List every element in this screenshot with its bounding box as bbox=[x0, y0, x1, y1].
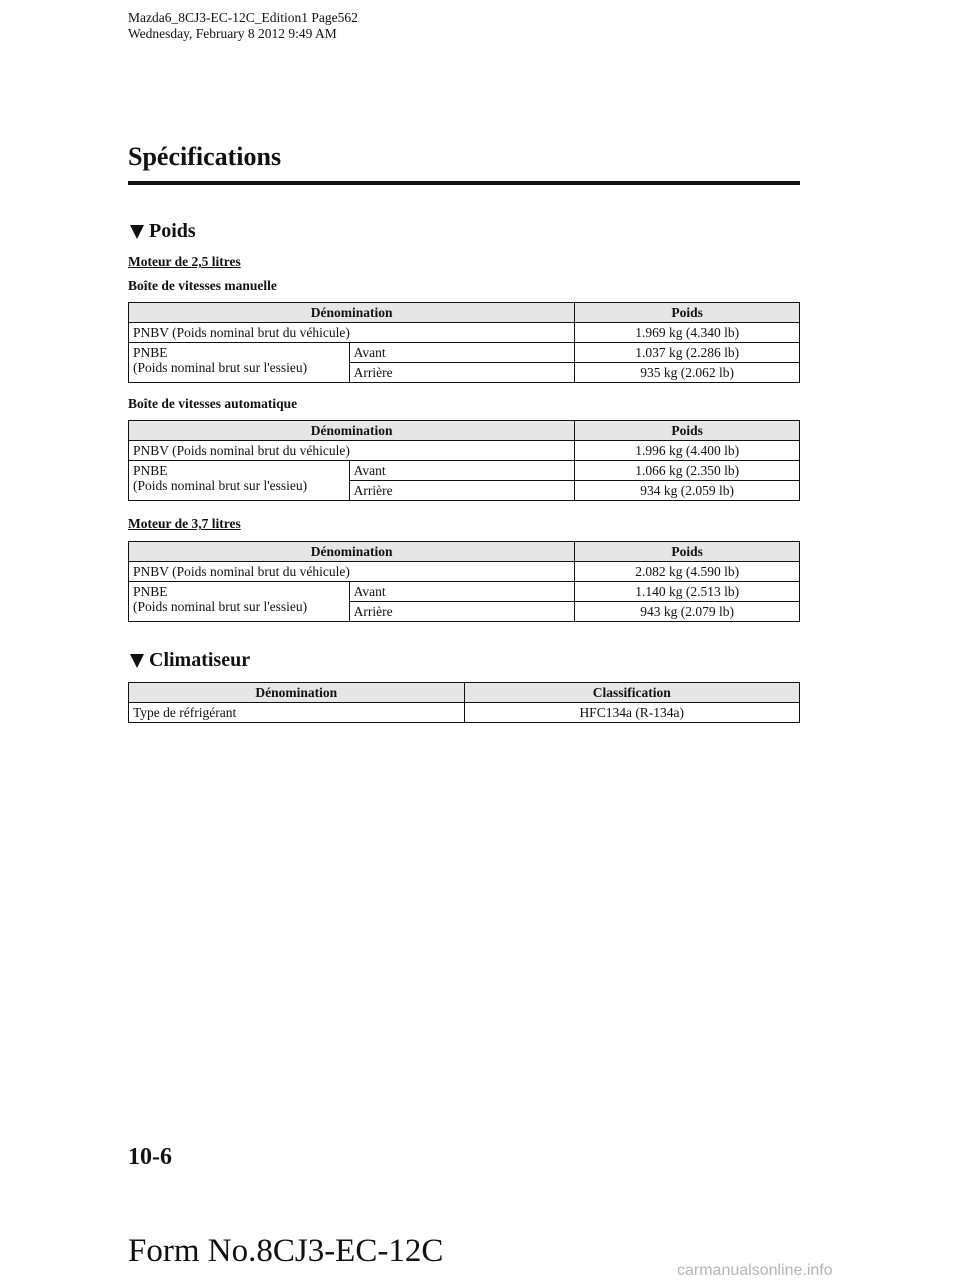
rear-axle-value: 935 kg (2.062 lb) bbox=[575, 363, 800, 383]
gawr-label-line-1: PNBE bbox=[133, 463, 168, 478]
header-poids: Poids bbox=[575, 542, 800, 562]
table-header-row bbox=[129, 303, 800, 323]
gawr-label-line-1: PNBE bbox=[133, 345, 168, 360]
header-poids: Poids bbox=[575, 421, 800, 441]
poids-heading bbox=[130, 220, 196, 243]
table-header-row bbox=[129, 421, 800, 441]
gawr-label-line-2: (Poids nominal brut sur l'essieu) bbox=[133, 599, 308, 614]
file-info bbox=[128, 10, 358, 42]
header-denomination: Dénomination bbox=[129, 683, 465, 703]
form-number: Form No.8CJ3-EC-12C bbox=[128, 1233, 444, 1269]
gvwr-label: PNBV (Poids nominal brut du véhicule) bbox=[129, 441, 575, 461]
weight-table-manual bbox=[128, 302, 800, 383]
front-axle-value: 1.140 kg (2.513 lb) bbox=[575, 582, 800, 602]
weight-table-automatic bbox=[128, 420, 800, 501]
gawr-label bbox=[129, 582, 350, 622]
gvwr-value: 1.969 kg (4.340 lb) bbox=[575, 323, 800, 343]
section-rule bbox=[128, 181, 800, 185]
front-axle-value: 1.037 kg (2.286 lb) bbox=[575, 343, 800, 363]
file-info-line-2: Wednesday, February 8 2012 9:49 AM bbox=[128, 26, 337, 41]
table-row bbox=[129, 562, 800, 582]
table-row bbox=[129, 703, 800, 723]
gvwr-value: 2.082 kg (4.590 lb) bbox=[575, 562, 800, 582]
rear-axle-label: Arrière bbox=[349, 481, 575, 501]
clim-heading-text: Climatiseur bbox=[149, 649, 251, 671]
header-classification: Classification bbox=[464, 683, 800, 703]
file-info-line-1: Mazda6_8CJ3-EC-12C_Edition1 Page562 bbox=[128, 10, 358, 25]
table-row bbox=[129, 343, 800, 363]
engine-25-subheading: Moteur de 2,5 litres bbox=[128, 254, 241, 269]
refrigerant-label: Type de réfrigérant bbox=[129, 703, 465, 723]
page-number: 10-6 bbox=[128, 1144, 172, 1170]
gawr-label-line-2: (Poids nominal brut sur l'essieu) bbox=[133, 360, 308, 375]
table-row bbox=[129, 582, 800, 602]
table-row bbox=[129, 461, 800, 481]
gvwr-label: PNBV (Poids nominal brut du véhicule) bbox=[129, 323, 575, 343]
clim-heading bbox=[130, 649, 250, 672]
front-axle-label: Avant bbox=[349, 582, 575, 602]
engine-37-subheading: Moteur de 3,7 litres bbox=[128, 516, 241, 531]
front-axle-label: Avant bbox=[349, 343, 575, 363]
table-row bbox=[129, 323, 800, 343]
gawr-label-line-1: PNBE bbox=[133, 584, 168, 599]
table-header-row bbox=[129, 683, 800, 703]
rear-axle-value: 943 kg (2.079 lb) bbox=[575, 602, 800, 622]
clim-table bbox=[128, 682, 800, 723]
refrigerant-value: HFC134a (R-134a) bbox=[464, 703, 800, 723]
header-denomination: Dénomination bbox=[129, 421, 575, 441]
triangle-down-icon bbox=[130, 654, 144, 668]
rear-axle-label: Arrière bbox=[349, 363, 575, 383]
gawr-label-line-2: (Poids nominal brut sur l'essieu) bbox=[133, 478, 308, 493]
table-row bbox=[129, 441, 800, 461]
rear-axle-value: 934 kg (2.059 lb) bbox=[575, 481, 800, 501]
manual-gearbox-label: Boîte de vitesses manuelle bbox=[128, 278, 277, 293]
watermark: carmanualsonline.info bbox=[677, 1262, 833, 1279]
gvwr-label: PNBV (Poids nominal brut du véhicule) bbox=[129, 562, 575, 582]
triangle-down-icon bbox=[130, 225, 144, 239]
table-header-row bbox=[129, 542, 800, 562]
rear-axle-label: Arrière bbox=[349, 602, 575, 622]
auto-gearbox-label: Boîte de vitesses automatique bbox=[128, 396, 298, 411]
poids-heading-text: Poids bbox=[149, 220, 196, 242]
header-poids: Poids bbox=[575, 303, 800, 323]
front-axle-value: 1.066 kg (2.350 lb) bbox=[575, 461, 800, 481]
gawr-label bbox=[129, 343, 350, 383]
gawr-label bbox=[129, 461, 350, 501]
section-title: Spécifications bbox=[128, 142, 282, 171]
gvwr-value: 1.996 kg (4.400 lb) bbox=[575, 441, 800, 461]
weight-table-37 bbox=[128, 541, 800, 622]
header-denomination: Dénomination bbox=[129, 542, 575, 562]
header-denomination: Dénomination bbox=[129, 303, 575, 323]
front-axle-label: Avant bbox=[349, 461, 575, 481]
